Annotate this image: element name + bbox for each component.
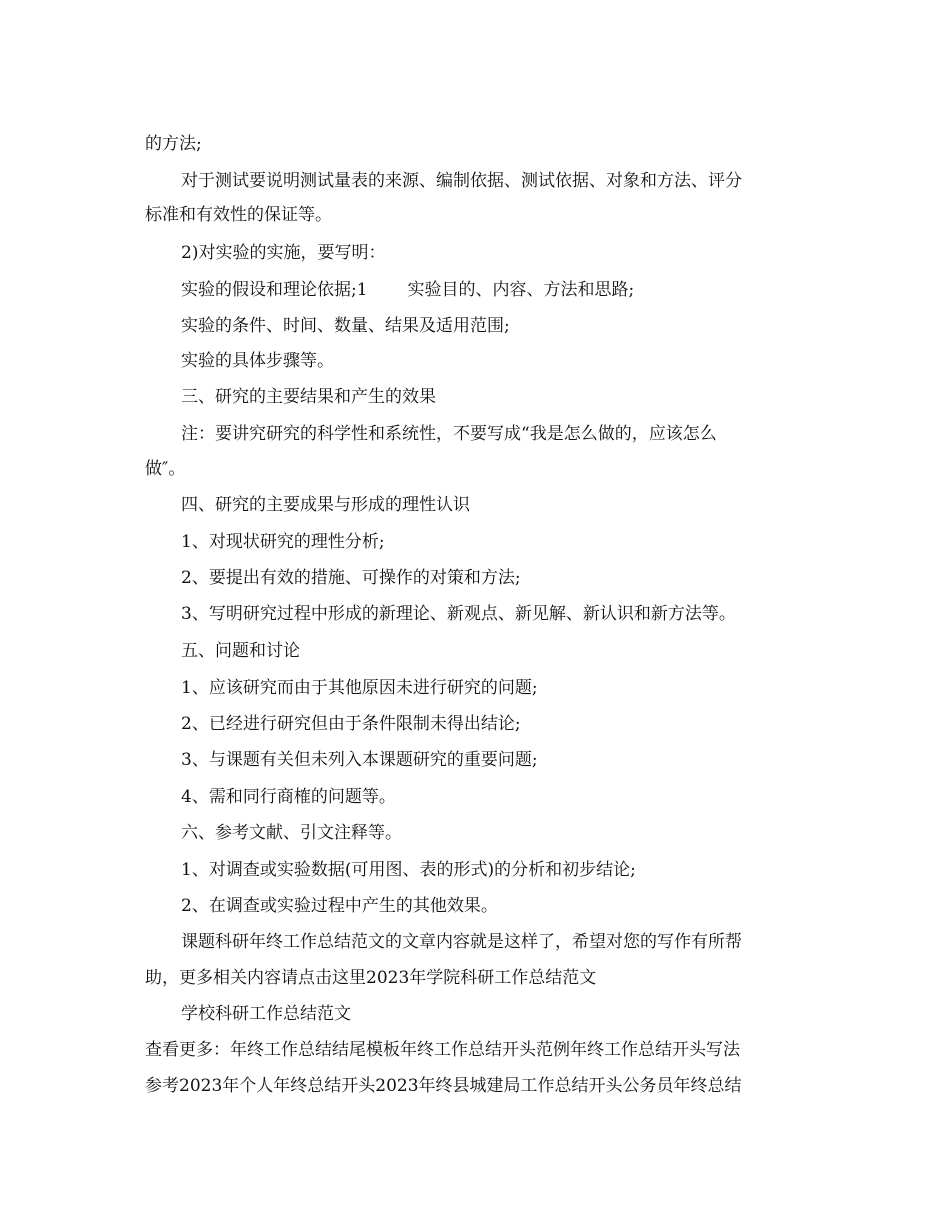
text-segment: 实验的假设和理论依据;1 — [181, 280, 368, 300]
text-line: 1、应该研究而由于其他原因未进行研究的问题; — [181, 678, 538, 698]
text-line: 实验的条件、时间、数量、结果及适用范围; — [181, 316, 510, 336]
text-line: 3、写明研究过程中形成的新理论、新观点、新见解、新认识和新方法等。 — [181, 604, 736, 624]
text-line: 注：要讲究研究的科学性和系统性，不要写成“我是怎么做的，应该怎么 — [181, 424, 717, 444]
section-heading: 三、研究的主要结果和产生的效果 — [181, 387, 436, 407]
text-line: 2、在调查或实验过程中产生的其他效果。 — [181, 896, 498, 916]
text-line: 查看更多：年终工作总结结尾模板年终工作总结开头范例年终工作总结开头写法 — [145, 1040, 740, 1060]
text-line: 2、已经进行研究但由于条件限制未得出结论; — [181, 714, 521, 734]
text-line: 2、要提出有效的措施、可操作的对策和方法; — [181, 568, 521, 588]
text-line: 1、对调查或实验数据(可用图、表的形式)的分析和初步结论; — [181, 860, 636, 880]
text-line: 实验的具体步骤等。 — [181, 351, 334, 371]
text-line: 助，更多相关内容请点击这里2023年学院科研工作总结范文 — [145, 968, 597, 988]
section-heading: 五、问题和讨论 — [181, 641, 300, 661]
text-line: 做″。 — [145, 459, 186, 479]
text-line: 2)对实验的实施，要写明： — [181, 243, 386, 263]
text-line: 4、需和同行商榷的问题等。 — [181, 787, 396, 807]
text-line: 3、与课题有关但未列入本课题研究的重要问题; — [181, 750, 538, 770]
text-line: 的方法; — [145, 134, 202, 154]
section-heading: 四、研究的主要成果与形成的理性认识 — [181, 495, 470, 515]
text-line — [181, 279, 634, 301]
text-line: 参考2023年个人年终总结开头2023年终县城建局工作总结开头公务员年终总结 — [145, 1076, 742, 1096]
text-line: 学校科研工作总结范文 — [181, 1004, 351, 1024]
text-line: 标准和有效性的保证等。 — [145, 205, 332, 225]
text-line: 课题科研年终工作总结范文的文章内容就是这样了，希望对您的写作有所帮 — [181, 932, 742, 952]
text-segment: 实验目的、内容、方法和思路; — [407, 280, 635, 300]
text-line: 1、对现状研究的理性分析; — [181, 532, 385, 552]
section-heading: 六、参考文献、引文注释等。 — [181, 823, 402, 843]
text-line: 对于测试要说明测试量表的来源、编制依据、测试依据、对象和方法、评分 — [181, 171, 742, 191]
